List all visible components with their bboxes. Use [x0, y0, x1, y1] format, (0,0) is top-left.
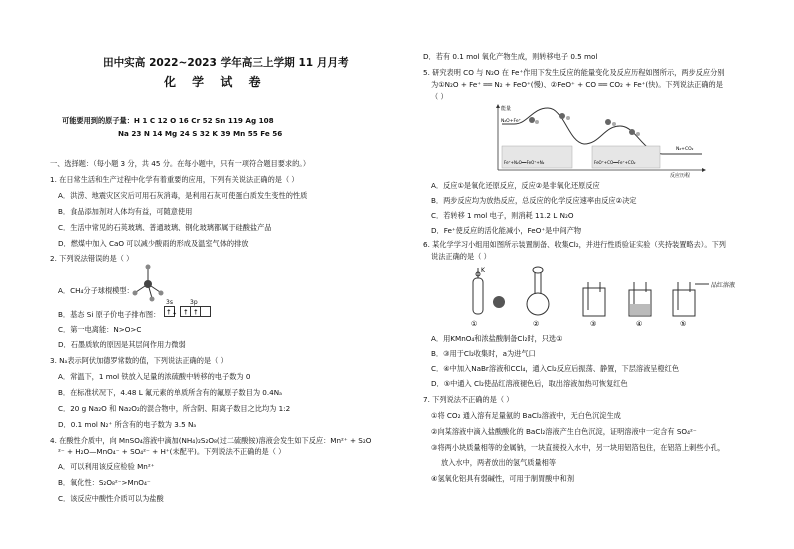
- orbital-3s-label: 3s: [166, 299, 173, 306]
- energy-diagram: [492, 102, 712, 179]
- q3-option-d: D．0.1 mol N₂⁺ 所含有的电子数为 3.5 Nₐ: [58, 420, 197, 429]
- orbital-3p-label: 3p: [190, 299, 198, 306]
- q4-option-b: B．氧化性：S₂O₈²⁻>MnO₄⁻: [58, 478, 151, 487]
- q7-item-4: ④氢氧化铝具有弱碱性，可用于制胃酸中和剂: [431, 474, 575, 483]
- q1-option-d: D．燃煤中加入 CaO 可以减少酸雨的形成及温室气体的排放: [58, 239, 249, 248]
- q4-option-c: C．该反应中酸性介质可以为盐酸: [58, 494, 164, 503]
- q6-option-a: A．用KMnO₄和浓盐酸制备Cl₂时，只选①: [431, 334, 563, 343]
- exam-subtitle: 化 学 试 卷: [164, 75, 267, 89]
- q6-stem-line-1: 6. 某化学学习小组用如图所示装置制备、收集Cl₂，并进行性质验证实验（夹持装置略去）。下列: [423, 240, 726, 249]
- q5-option-a: A．反应①是氧化还原反应，反应②是非氧化还原反应: [431, 181, 600, 190]
- app-label-2: ②: [533, 320, 540, 328]
- q7-item-1: ①将 CO₂ 通入溶有足量氨的 BaCl₂溶液中，无白色沉淀生成: [431, 411, 621, 420]
- q5-stem-line-2: 为①N₂O + Fe⁺ ══ N₂ + FeO⁺(慢)、②FeO⁺ + CO ══ CO₂ + Fe⁺(快)。下列说法正确的是: [431, 80, 723, 89]
- q1-option-a: A．洪涝、地震灾区灾后可用石灰消毒，是利用石灰可使蛋白质发生变性的性质: [58, 191, 308, 200]
- svg-text:↑: ↑: [183, 308, 189, 317]
- section-heading: 一、选择题：（每小题 3 分，共 45 分。在每小题中，只有一项符合题目要求的。）: [50, 159, 311, 168]
- q7-item-3-line-2: 放入水中，两者放出的氢气质量相等: [441, 458, 557, 467]
- q5-stem-line-3: （ ）: [431, 92, 448, 101]
- q4-option-a: A．可以利用该反应检验 Mn²⁺: [58, 462, 155, 471]
- q6-option-b: B．③用于Cl₂收集时，a为进气口: [431, 349, 536, 358]
- app-label-4: ④: [636, 320, 643, 328]
- q3-option-c: C．20 g Na₂O 和 Na₂O₂的混合物中，所含阴、阳离子数目之比均为 1:2: [58, 404, 291, 413]
- atomic-mass-line-1: 可能要用到的原子量：H 1 C 12 O 16 Cr 52 Sn 119 Ag 108: [62, 116, 274, 125]
- si-orbital-diagram: [164, 306, 216, 318]
- app-label-1: ①: [471, 320, 478, 328]
- step1-equation: Fe⁺+N₂O══FeO⁺+N₂: [504, 160, 545, 165]
- step2-equation: FeO⁺+CO══Fe⁺+CO₂: [594, 160, 636, 165]
- path-axis-label: 反应历程: [670, 173, 691, 179]
- valve-k-label: K: [481, 267, 485, 274]
- q5-stem-line-1: 5. 研究表明 CO 与 N₂O 在 Fe⁺作用下发生反应的能量变化及反应历程如图所示，两步反应分别: [423, 68, 725, 77]
- app-label-3: ③: [590, 320, 597, 328]
- q2-stem: 2. 下列说法错误的是（ ）: [50, 254, 134, 263]
- exam-title: 田中实高 2022~2023 学年高三上学期 11 月月考: [103, 57, 349, 69]
- q5-option-d: D．Fe⁺使反应的活化能减小，FeO⁺是中间产物: [431, 226, 582, 235]
- product-label: N₂+CO₂: [676, 147, 694, 152]
- dye-solution-label: 品红溶液: [711, 282, 736, 289]
- q4-option-d: D．若有 0.1 mol 氧化产物生成，则转移电子 0.5 mol: [423, 52, 598, 61]
- q2-option-b: B．基态 Si 原子价电子排布图：: [58, 310, 161, 319]
- q6-option-d: D．⑤中通入 Cl₂使品红溶液褪色后，取出溶液加热可恢复红色: [431, 379, 628, 388]
- q4-stem-line-2: ²⁻ + H₂O—MnO₄⁻ + SO₄²⁻ + H⁺(未配平)。下列说法不正确的是（ ）: [58, 447, 286, 456]
- q1-option-c: C．生活中常见的石英玻璃、普通玻璃、钢化玻璃都属于硅酸盐产品: [58, 223, 272, 232]
- q5-option-c: C．若转移 1 mol 电子，则消耗 11.2 L N₂O: [431, 211, 574, 220]
- q7-item-2: ②向某溶液中滴入盐酸酸化的 BaCl₂溶液产生白色沉淀，证明溶液中一定含有 SO₄²⁻: [431, 427, 697, 436]
- q6-option-c: C．④中加入NaBr溶液和CCl₄，通入Cl₂反应后振荡、静置，下层溶液呈橙红色: [431, 364, 680, 373]
- svg-text:↑: ↑: [193, 308, 199, 317]
- reactant-label: N₂O+Fe⁺: [501, 119, 521, 124]
- apparatus-diagram: [457, 262, 747, 330]
- q7-item-3-line-1: ③将两小块质量相等的金属钠，一块直接投入水中，另一块用铝箔包住，在铝箔上刺些小孔，: [431, 443, 725, 452]
- q6-stem-line-2: 说法正确的是（ ）: [431, 252, 491, 261]
- q5-option-b: B．两步反应均为放热反应，总反应的化学反应速率由反应②决定: [431, 196, 637, 205]
- ch4-ball-stick-model: [128, 262, 168, 304]
- q2-option-c: C．第一电离能：N>O>C: [58, 325, 142, 334]
- q3-stem: 3. Nₐ表示阿伏加德罗常数的值，下列说法正确的是（ ）: [50, 356, 228, 365]
- atomic-mass-line-2: Na 23 N 14 Mg 24 S 32 K 39 Mn 55 Fe 56: [118, 129, 283, 138]
- energy-axis-label: 能量: [501, 106, 512, 112]
- q7-stem: 7. 下列说法不正确的是（ ）: [423, 395, 514, 404]
- q4-stem-line-1: 4. 在酸性介质中，向 MnSO₄溶液中滴加(NH₄)₂S₂O₈(过二硫酸铵)溶液会发生如下反应：Mn²⁺ + S₂O: [50, 436, 372, 445]
- svg-text:↑↓: ↑↓: [166, 308, 178, 317]
- app-label-5: ⑤: [680, 320, 687, 328]
- q3-option-b: B．在标准状况下，4.48 L 氟元素的单质所含有的氟原子数目为 0.4Nₐ: [58, 388, 282, 397]
- q1-option-b: B．食品添加剂对人体均有益，可随意使用: [58, 207, 193, 216]
- q2-option-a: A．CH₄分子球棍模型：: [58, 286, 134, 295]
- q2-option-d: D．石墨质软的原因是其层间作用力微弱: [58, 340, 186, 349]
- q1-stem: 1. 在日常生活和生产过程中化学有着重要的应用，下列有关说法正确的是（ ）: [50, 175, 299, 184]
- q3-option-a: A．常温下，1 mol 铁放入足量的浓硫酸中转移的电子数为 0: [58, 372, 251, 381]
